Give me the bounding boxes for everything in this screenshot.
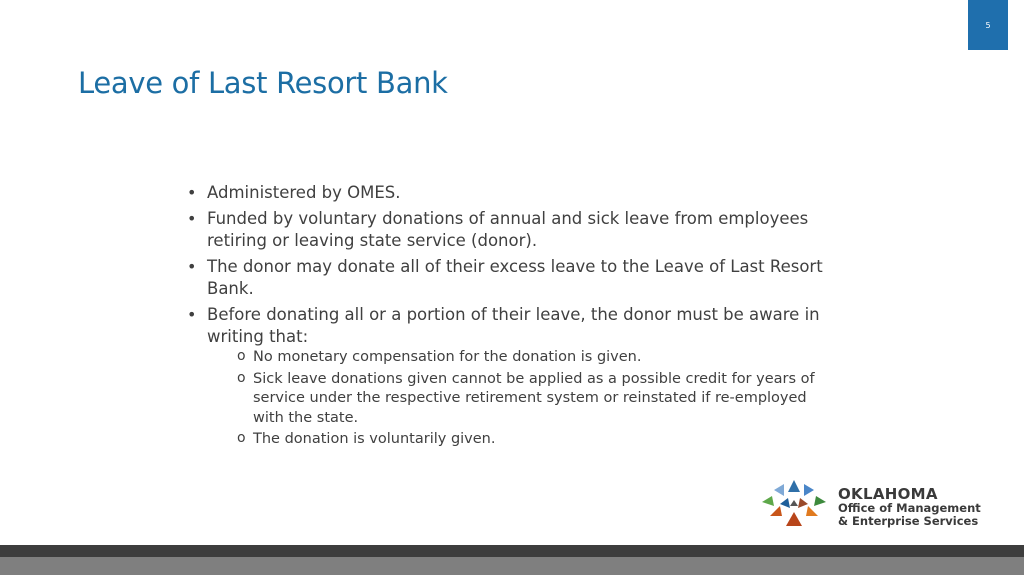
page-number: 5	[985, 20, 991, 30]
bullet-item: • Funded by voluntary donations of annual and sick leave from employees retiring or leaving state service (donor).	[185, 208, 825, 252]
footer-band-light	[0, 557, 1024, 575]
logo-line-enterprise: & Enterprise Services	[838, 514, 979, 528]
subbullet-item: o Sick leave donations given cannot be applied as a possible credit for years of service under the respective retirement system or reinstated if re-employed with the state.	[231, 370, 825, 429]
footer-band-dark	[0, 545, 1024, 557]
star-emblem-icon	[758, 476, 830, 532]
subbullet-list	[207, 348, 825, 450]
slide-content	[185, 182, 825, 454]
bullet-item	[185, 304, 825, 450]
logo-wordmark	[838, 486, 981, 528]
subbullet-item: o The donation is voluntarily given.	[231, 430, 825, 450]
omes-logo	[758, 476, 1008, 532]
bullet-item: • Administered by OMES.	[185, 182, 825, 204]
bullet-list	[185, 182, 825, 450]
logo-line-office: Office of Management	[838, 501, 981, 515]
logo-line-oklahoma: OKLAHOMA	[838, 485, 938, 503]
bullet-text: Before donating all or a portion of their leave, the donor must be aware in writing that:	[207, 305, 820, 346]
page-number-badge	[968, 0, 1008, 50]
bullet-item: • The donor may donate all of their excess leave to the Leave of Last Resort Bank.	[185, 256, 825, 300]
slide-title: Leave of Last Resort Bank	[78, 66, 448, 100]
subbullet-item: o No monetary compensation for the donation is given.	[231, 348, 825, 368]
